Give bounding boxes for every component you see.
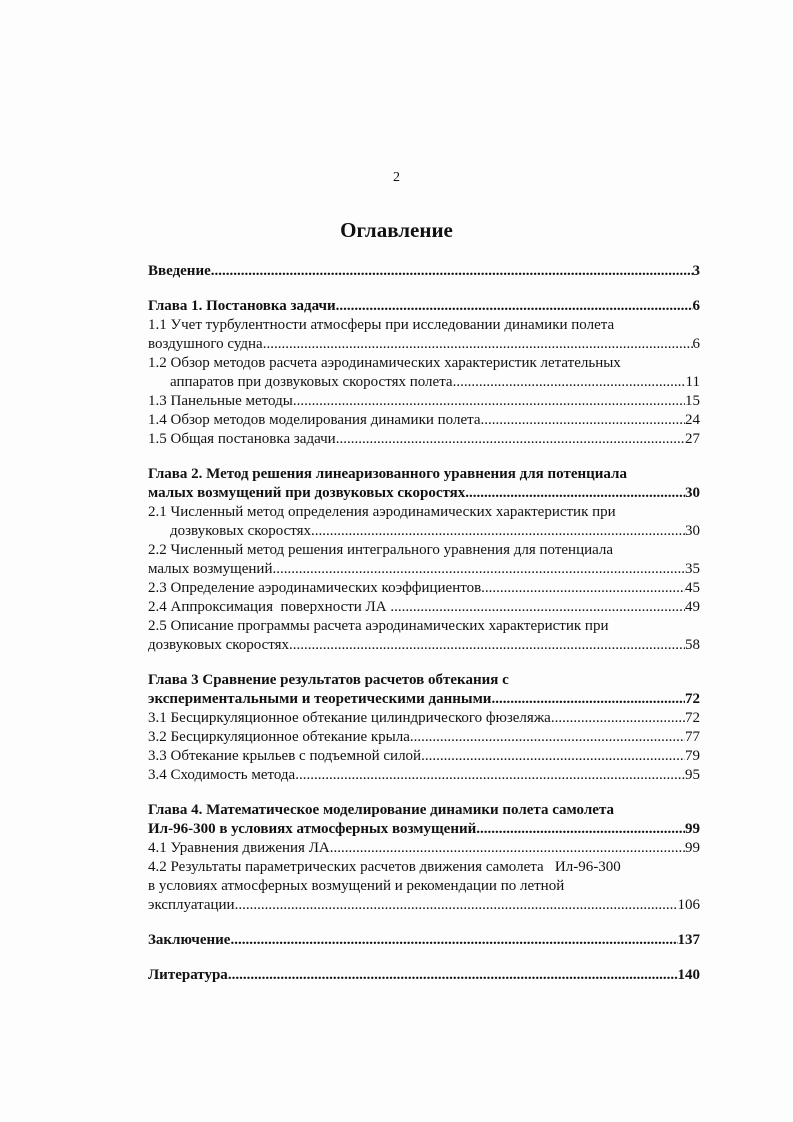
table-of-contents — [148, 262, 700, 985]
toc-entry-1-4[interactable] — [148, 411, 700, 430]
toc-entry-chapter-2[interactable] — [148, 465, 700, 503]
dot-leader — [410, 728, 685, 747]
toc-entry-text: экспериментальными и теоретическими данными — [148, 691, 492, 707]
toc-entry-text: дозвуковых скоростях — [148, 637, 290, 653]
toc-page: 3 — [692, 263, 700, 279]
toc-entry-text: Заключение — [148, 932, 231, 948]
toc-page: 72 — [685, 691, 700, 707]
toc-page: 45 — [685, 580, 700, 596]
toc-entry-text: 1.2 Обзор методов расчета аэродинамических характеристик летательных — [148, 355, 621, 371]
dot-leader — [230, 931, 677, 950]
dot-leader — [289, 636, 685, 655]
toc-entry-text: малых возмущений — [148, 561, 273, 577]
toc-entry-text: 2.5 Описание программы расчета аэродинамических характеристик при — [148, 618, 609, 634]
toc-entry-text: 2.3 Определение аэродинамических коэффициентов — [148, 580, 482, 596]
toc-page: 6 — [692, 336, 700, 352]
toc-entry-1-3[interactable] — [148, 392, 700, 411]
toc-page: 72 — [685, 710, 700, 726]
toc-page: 15 — [685, 393, 700, 409]
dot-leader — [390, 598, 685, 617]
toc-entry-text: 1.4 Обзор методов моделирования динамики полета — [148, 412, 481, 428]
toc-page: 106 — [677, 897, 700, 913]
toc-entry-2-2[interactable] — [148, 541, 700, 579]
toc-page: 11 — [685, 374, 700, 390]
toc-entry-text: 3.2 Бесциркуляционное обтекание крыла — [148, 729, 410, 745]
dot-leader — [336, 430, 685, 449]
toc-page: 58 — [685, 637, 700, 653]
toc-entry-chapter-3[interactable] — [148, 671, 700, 709]
dot-leader — [336, 297, 693, 316]
dot-leader — [476, 820, 685, 839]
toc-entry-text: в условиях атмосферных возмущений и рекомендации по летной — [148, 878, 565, 894]
toc-page: 79 — [685, 748, 700, 764]
toc-page: 49 — [685, 599, 700, 615]
toc-page: 140 — [677, 967, 700, 983]
dot-leader — [421, 747, 685, 766]
toc-entry-text: малых возмущений при дозвуковых скоростях — [148, 485, 466, 501]
toc-entry-text: 1.5 Общая постановка задачи — [148, 431, 336, 447]
toc-entry-3-1[interactable] — [148, 709, 700, 728]
page-title: Оглавление — [340, 218, 453, 242]
toc-entry-text: эксплуатации — [148, 897, 235, 913]
dot-leader — [551, 709, 685, 728]
toc-entry-text: Литература — [148, 967, 228, 983]
toc-entry-conclusion[interactable] — [148, 931, 700, 950]
toc-page: 6 — [692, 298, 700, 314]
toc-entry-2-3[interactable] — [148, 579, 700, 598]
dot-leader — [453, 373, 686, 392]
dot-leader — [293, 392, 685, 411]
toc-entry-text: 2.4 Аппроксимация поверхности ЛА — [148, 599, 391, 615]
dot-leader — [491, 690, 685, 709]
toc-entry-4-2[interactable] — [148, 858, 700, 915]
toc-entry-text: 4.2 Результаты параметрических расчетов движения самолета Ил-96-300 — [148, 859, 621, 875]
toc-page: 30 — [685, 523, 700, 539]
toc-page: 35 — [685, 561, 700, 577]
dot-leader — [330, 839, 685, 858]
toc-entry-1-2[interactable] — [148, 354, 700, 392]
toc-entry-text: дозвуковых скоростях — [170, 523, 312, 539]
toc-page: 137 — [677, 932, 700, 948]
toc-page: 24 — [685, 412, 700, 428]
toc-entry-chapter-4[interactable] — [148, 801, 700, 839]
toc-entry-2-5[interactable] — [148, 617, 700, 655]
toc-entry-text: 2.1 Численный метод определения аэродинамических характеристик при — [148, 504, 616, 520]
toc-entry-4-1[interactable] — [148, 839, 700, 858]
toc-entry-text: 1.3 Панельные методы — [148, 393, 293, 409]
dot-leader — [263, 335, 693, 354]
toc-entry-text: 1.1 Учет турбулентности атмосферы при исследовании динамики полета — [148, 317, 615, 333]
toc-entry-text: аппаратов при дозвуковых скоростях полета — [170, 374, 453, 390]
toc-entry-text: 3.1 Бесциркуляционное обтекание цилиндрического фюзеляжа — [148, 710, 551, 726]
toc-entry-text: Глава 1. Постановка задачи — [148, 298, 336, 314]
toc-entry-3-3[interactable] — [148, 747, 700, 766]
toc-entry-1-5[interactable] — [148, 430, 700, 449]
toc-entry-2-1[interactable] — [148, 503, 700, 541]
toc-page: 99 — [685, 821, 700, 837]
toc-page: 30 — [685, 485, 700, 501]
dot-leader — [481, 411, 686, 430]
toc-entry-3-2[interactable] — [148, 728, 700, 747]
dot-leader — [295, 766, 685, 785]
dot-leader — [311, 522, 685, 541]
toc-entry-3-4[interactable] — [148, 766, 700, 785]
dot-leader — [211, 262, 693, 281]
page-number: 2 — [393, 170, 400, 185]
toc-entry-literature[interactable] — [148, 966, 700, 985]
toc-entry-text: 3.3 Обтекание крыльев с подъемной силой — [148, 748, 422, 764]
toc-entry-text: Ил-96-300 в условиях атмосферных возмущений — [148, 821, 477, 837]
toc-entry-text: Глава 4. Математическое моделирование динамики полета самолета — [148, 802, 614, 818]
toc-page: 95 — [685, 767, 700, 783]
dot-leader — [465, 484, 685, 503]
toc-entry-text: 3.4 Сходимость метода — [148, 767, 296, 783]
dot-leader — [228, 966, 678, 985]
toc-entry-text: 4.1 Уравнения движения ЛА — [148, 840, 330, 856]
toc-entry-text: Глава 3 Сравнение результатов расчетов обтекания с — [148, 672, 509, 688]
toc-entry-1-1[interactable] — [148, 316, 700, 354]
toc-entry-text: Введение — [148, 263, 211, 279]
toc-entry-chapter-1[interactable] — [148, 297, 700, 316]
dot-leader — [272, 560, 685, 579]
toc-page: 77 — [685, 729, 700, 745]
dot-leader — [481, 579, 685, 598]
toc-entry-text: 2.2 Численный метод решения интегрального уравнения для потенциала — [148, 542, 614, 558]
toc-page: 27 — [685, 431, 700, 447]
toc-entry-text: Глава 2. Метод решения линеаризованного уравнения для потенциала — [148, 466, 627, 482]
toc-entry-2-4[interactable] — [148, 598, 700, 617]
dot-leader — [235, 896, 678, 915]
toc-entry-text: воздушного судна — [148, 336, 263, 352]
toc-entry-intro[interactable] — [148, 262, 700, 281]
toc-page: 99 — [685, 840, 700, 856]
